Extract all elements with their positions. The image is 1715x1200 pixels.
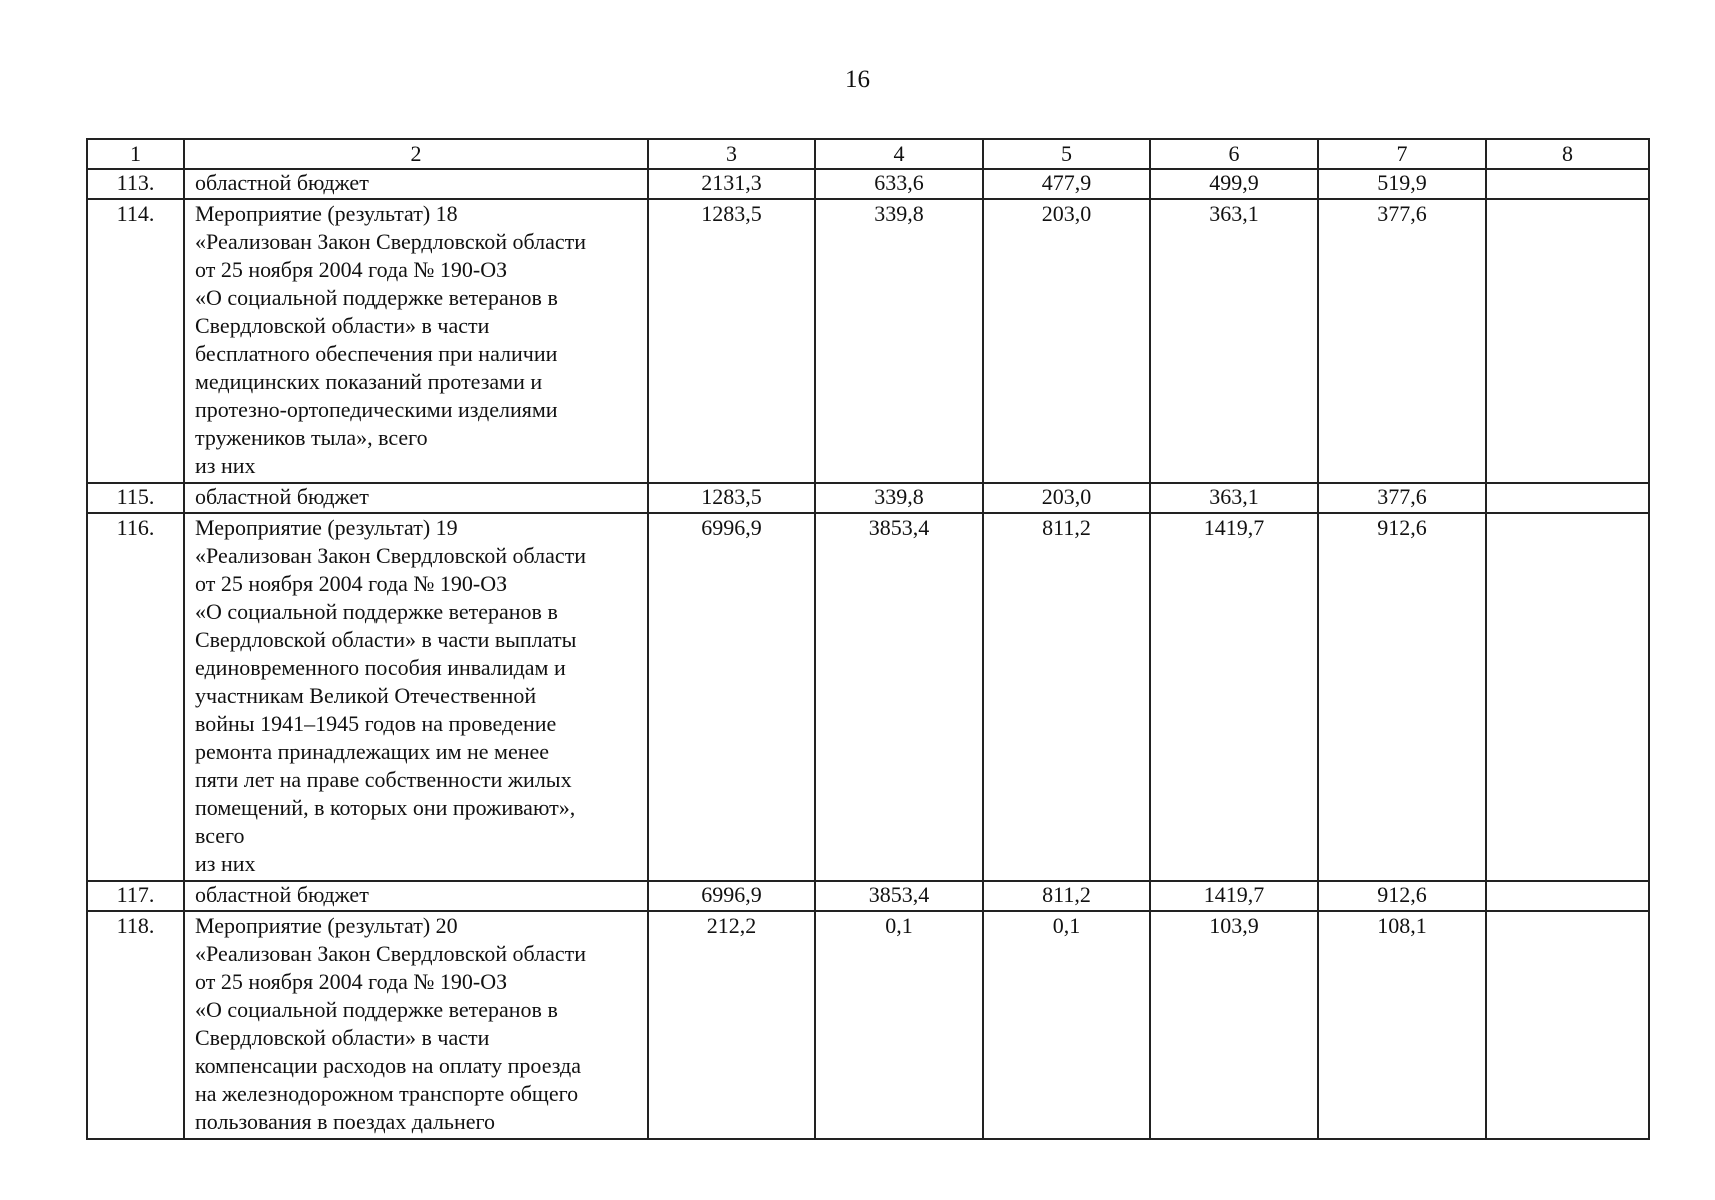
- description-line: «Реализован Закон Свердловской области: [195, 941, 587, 966]
- description-line: Свердловской области» в части выплаты: [195, 627, 577, 652]
- row-number: 116.: [87, 513, 184, 881]
- row-number: 113.: [87, 169, 184, 199]
- description-line: пяти лет на праве собственности жилых: [195, 767, 572, 792]
- row-number: 118.: [87, 911, 184, 1139]
- value-cell-col-7: 519,9: [1318, 169, 1486, 199]
- column-header: 5: [983, 139, 1150, 169]
- description-line: Свердловской области» в части: [195, 313, 490, 338]
- row-description: [184, 483, 648, 513]
- value-cell-col-5: 811,2: [983, 513, 1150, 881]
- value-cell-col-4: 339,8: [815, 483, 983, 513]
- description-line: помещений, в которых они проживают»,: [195, 795, 576, 820]
- column-header: 7: [1318, 139, 1486, 169]
- value-cell-col-3: 6996,9: [648, 881, 815, 911]
- description-line: тружеников тыла», всего: [195, 425, 428, 450]
- header-row: [87, 139, 1649, 169]
- table-row: [87, 483, 1649, 513]
- column-header: 8: [1486, 139, 1649, 169]
- table-row: [87, 911, 1649, 1139]
- value-cell-col-7: 108,1: [1318, 911, 1486, 1139]
- value-cell-col-3: 2131,3: [648, 169, 815, 199]
- description-line: «О социальной поддержке ветеранов в: [195, 997, 558, 1022]
- value-cell-col-8: [1486, 483, 1649, 513]
- column-header: 4: [815, 139, 983, 169]
- value-cell-col-8: [1486, 513, 1649, 881]
- value-cell-col-6: 1419,7: [1150, 513, 1318, 881]
- column-header: 2: [184, 139, 648, 169]
- description-line: от 25 ноября 2004 года № 190-ОЗ: [195, 257, 508, 282]
- value-cell-col-6: 1419,7: [1150, 881, 1318, 911]
- value-cell-col-6: 499,9: [1150, 169, 1318, 199]
- description-line: из них: [195, 851, 256, 876]
- description-line: «О социальной поддержке ветеранов в: [195, 285, 558, 310]
- description-line: всего: [195, 823, 245, 848]
- description-line: пользования в поездах дальнего: [195, 1109, 495, 1134]
- description-line: Мероприятие (результат) 19: [195, 515, 458, 540]
- description-line: участникам Великой Отечественной: [195, 683, 537, 708]
- description-line: «Реализован Закон Свердловской области: [195, 229, 587, 254]
- column-header: 3: [648, 139, 815, 169]
- row-number: 114.: [87, 199, 184, 483]
- value-cell-col-5: 811,2: [983, 881, 1150, 911]
- row-number: 117.: [87, 881, 184, 911]
- value-cell-col-5: 203,0: [983, 483, 1150, 513]
- value-cell-col-5: 203,0: [983, 199, 1150, 483]
- table-row: [87, 199, 1649, 483]
- description-line: компенсации расходов на оплату проезда: [195, 1053, 581, 1078]
- value-cell-col-7: 912,6: [1318, 513, 1486, 881]
- description-line: от 25 ноября 2004 года № 190-ОЗ: [195, 969, 508, 994]
- row-description: [184, 911, 648, 1139]
- value-cell-col-3: 1283,5: [648, 199, 815, 483]
- row-description: [184, 169, 648, 199]
- column-header: 1: [87, 139, 184, 169]
- description-line: от 25 ноября 2004 года № 190-ОЗ: [195, 571, 508, 596]
- value-cell-col-3: 1283,5: [648, 483, 815, 513]
- description-line: областной бюджет: [195, 170, 369, 195]
- value-cell-col-8: [1486, 911, 1649, 1139]
- description-line: на железнодорожном транспорте общего: [195, 1081, 579, 1106]
- description-line: областной бюджет: [195, 484, 369, 509]
- table-row: [87, 881, 1649, 911]
- description-line: областной бюджет: [195, 882, 369, 907]
- row-description: [184, 881, 648, 911]
- description-line: войны 1941–1945 годов на проведение: [195, 711, 557, 736]
- description-line: Мероприятие (результат) 18: [195, 201, 458, 226]
- description-line: из них: [195, 453, 256, 478]
- description-line: ремонта принадлежащих им не менее: [195, 739, 550, 764]
- value-cell-col-4: 3853,4: [815, 513, 983, 881]
- value-cell-col-6: 103,9: [1150, 911, 1318, 1139]
- value-cell-col-8: [1486, 881, 1649, 911]
- budget-table: [86, 138, 1650, 1140]
- table-row: [87, 513, 1649, 881]
- description-line: «Реализован Закон Свердловской области: [195, 543, 587, 568]
- value-cell-col-6: 363,1: [1150, 199, 1318, 483]
- column-header: 6: [1150, 139, 1318, 169]
- description-line: «О социальной поддержке ветеранов в: [195, 599, 558, 624]
- description-line: единовременного пособия инвалидам и: [195, 655, 566, 680]
- table-row: [87, 169, 1649, 199]
- page-number: 16: [845, 66, 870, 93]
- row-description: [184, 513, 648, 881]
- description-line: Свердловской области» в части: [195, 1025, 490, 1050]
- value-cell-col-7: 912,6: [1318, 881, 1486, 911]
- description-line: Мероприятие (результат) 20: [195, 913, 458, 938]
- value-cell-col-8: [1486, 169, 1649, 199]
- row-number: 115.: [87, 483, 184, 513]
- value-cell-col-3: 6996,9: [648, 513, 815, 881]
- value-cell-col-5: 477,9: [983, 169, 1150, 199]
- value-cell-col-4: 339,8: [815, 199, 983, 483]
- value-cell-col-6: 363,1: [1150, 483, 1318, 513]
- value-cell-col-8: [1486, 199, 1649, 483]
- value-cell-col-4: 3853,4: [815, 881, 983, 911]
- value-cell-col-5: 0,1: [983, 911, 1150, 1139]
- description-line: протезно-ортопедическими изделиями: [195, 397, 558, 422]
- description-line: медицинских показаний протезами и: [195, 369, 543, 394]
- value-cell-col-4: 633,6: [815, 169, 983, 199]
- value-cell-col-7: 377,6: [1318, 199, 1486, 483]
- value-cell-col-3: 212,2: [648, 911, 815, 1139]
- value-cell-col-4: 0,1: [815, 911, 983, 1139]
- description-line: бесплатного обеспечения при наличии: [195, 341, 558, 366]
- value-cell-col-7: 377,6: [1318, 483, 1486, 513]
- row-description: [184, 199, 648, 483]
